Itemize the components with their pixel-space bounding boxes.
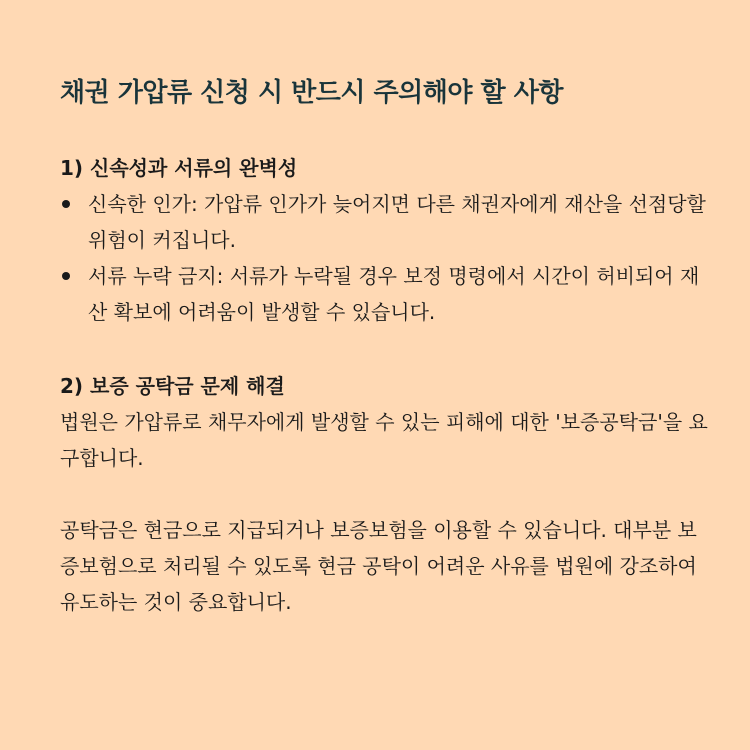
bullet-dot-icon (62, 272, 70, 280)
paragraph: 공탁금은 현금으로 지급되거나 보증보험을 이용할 수 있습니다. 대부분 보증보험으로 처리될 수 있도록 현금 공탁이 어려운 사유를 법원에 강조하여 유도하는 것이 중요합니다. (60, 518, 697, 614)
paragraph: 법원은 가압류로 채무자에게 발생할 수 있는 피해에 대한 '보증공탁금'을 요구합니다. (60, 410, 708, 470)
list-item (60, 258, 710, 330)
page-title: 채권 가압류 신청 시 반드시 주의해야 할 사항 (60, 78, 563, 108)
bullet-list (60, 186, 710, 330)
list-item-text: 서류 누락 금지: 서류가 누락될 경우 보정 명령에서 시간이 허비되어 재산 확보에 어려움이 발생할 수 있습니다. (88, 264, 700, 324)
section-heading: 2) 보증 공탁금 문제 해결 (60, 374, 285, 398)
section-deposit (60, 370, 710, 620)
list-item-text: 신속한 인가: 가압류 인가가 늦어지면 다른 채권자에게 재산을 선점당할 위험이 커집니다. (88, 192, 706, 252)
section-heading: 1) 신속성과 서류의 완벽성 (60, 156, 298, 180)
bullet-dot-icon (62, 200, 70, 208)
section-speed-documents (60, 152, 710, 330)
list-item (60, 186, 710, 258)
